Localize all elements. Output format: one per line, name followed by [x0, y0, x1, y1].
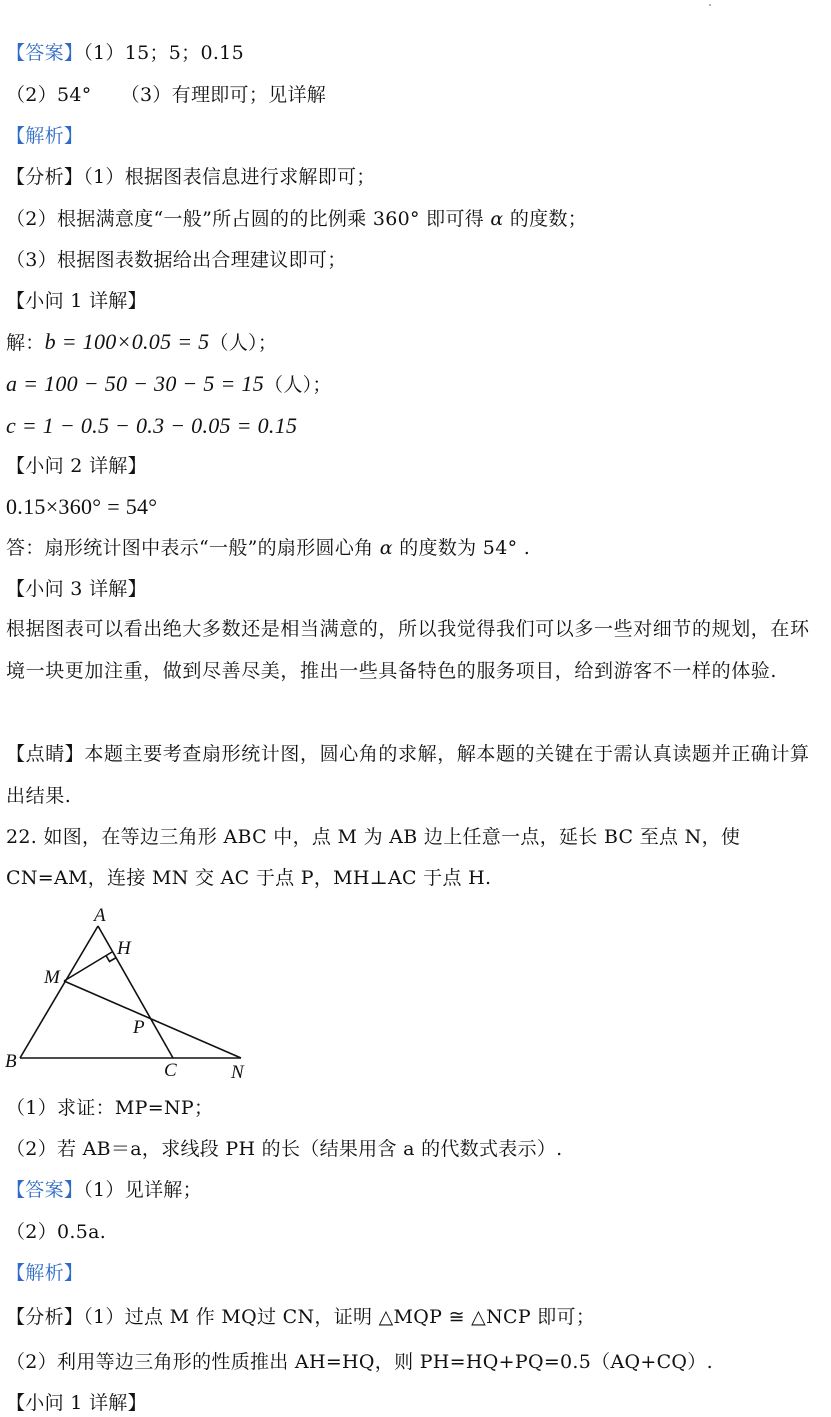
fenxi-22-line-1 [6, 1304, 595, 1330]
fenxi-text: （1）根据图表信息进行求解即可； [83, 166, 376, 188]
label-P: P [133, 1017, 145, 1038]
fenxi-tag: 【分析】 [6, 166, 84, 188]
fenxi-tag: 【分析】 [6, 1306, 84, 1328]
fenxi-line-3: （3）根据图表数据给出合理建议即可； [6, 249, 347, 271]
problem-22-stem-line-2: CN=AM，连接 MN 交 AC 于点 P，MH⊥AC 于点 H. [6, 867, 492, 889]
answer-line-2: （2）54° （3）有理即可；见详解 [6, 84, 327, 106]
unit-text: （人）； [209, 332, 278, 354]
solution-prefix: 解： [6, 332, 45, 354]
subquestion-2-heading: 【小问 2 详解】 [6, 455, 147, 477]
triangle-figure [0, 898, 270, 1088]
label-H: H [117, 938, 131, 959]
answer-22-line-2: （2）0.5a. [6, 1221, 107, 1243]
subquestion-1-heading: 【小问 1 详解】 [6, 290, 147, 312]
fenxi-line-2 [6, 206, 587, 232]
answer-tag: 【答案】 [6, 42, 84, 64]
answer-tag: 【答案】 [6, 1179, 84, 1201]
answer-text: （1）见详解； [83, 1179, 202, 1201]
equation-c: c = 1 − 0.5 − 0.3 − 0.05 = 0.15 [6, 413, 298, 438]
answer-angle-line [6, 535, 530, 561]
analysis-22-heading: 【解析】 [6, 1262, 84, 1284]
label-N: N [231, 1062, 244, 1083]
fenxi-text: （2）根据满意度“一般”所占圆的的比例乘 360° 即可得 [6, 208, 491, 230]
solution-line-a [6, 371, 332, 398]
solution-line-c [6, 413, 297, 440]
equation-a: a = 100 − 50 − 30 − 5 = 15 [6, 371, 265, 396]
segment-AC [98, 926, 173, 1058]
problem-22-stem-line-1: 22. 如图，在等边三角形 ABC 中，点 M 为 AB 边上任意一点，延长 BC 至点 N，使 [6, 826, 741, 848]
subquestion-3-heading: 【小问 3 详解】 [6, 578, 147, 600]
answer-text: （1）15；5；0.15 [83, 42, 244, 64]
equation-angle: 0.15×360° = 54° [6, 494, 158, 519]
fenxi-22-line-2: （2）利用等边三角形的性质推出 AH=HQ，则 PH=HQ+PQ=0.5（AQ+CQ）. [6, 1351, 713, 1373]
label-A: A [94, 905, 106, 926]
problem-22-part-2: （2）若 AB＝a，求线段 PH 的长（结果用含 a 的代数式表示）. [6, 1138, 563, 1160]
right-angle-mark [106, 956, 116, 962]
answer-22-line-1 [6, 1177, 202, 1203]
equation-b: b = 100×0.05 = 5 [44, 329, 210, 354]
alpha-symbol: α [379, 537, 393, 559]
answer-text: 的度数为 54° . [392, 537, 531, 559]
fenxi-text: 的度数； [503, 208, 588, 230]
solution-line-angle [6, 494, 157, 521]
problem-22-part-1: （1）求证：MP=NP； [6, 1097, 214, 1119]
answer-text: 答：扇形统计图中表示“一般”的扇形圆心角 [6, 537, 380, 559]
segment-AB [20, 926, 98, 1058]
segment-MN [64, 981, 241, 1058]
label-B: B [5, 1051, 17, 1072]
solution-line-b [6, 329, 277, 356]
answer-line-1 [6, 40, 244, 66]
segment-MH [64, 952, 112, 981]
alpha-symbol: α [490, 208, 504, 230]
label-C: C [164, 1060, 177, 1081]
fenxi-line-1 [6, 164, 376, 190]
scan-speck [709, 4, 711, 6]
label-M: M [44, 967, 60, 988]
fenxi-text: （1）过点 M 作 MQ过 CN，证明 △MQP ≅ △NCP 即可； [83, 1306, 596, 1328]
subquestion-22-1-heading: 【小问 1 详解】 [6, 1392, 147, 1414]
unit-text: （人）； [264, 374, 332, 396]
suggestion-paragraph: 根据图表可以看出绝大多数还是相当满意的，所以我觉得我们可以多一些对细节的规划，在环境一块更加注重，做到尽善尽美，推出一些具备特色的服务项目，给到游客不一样的体验. [6, 618, 810, 682]
analysis-heading: 【解析】 [6, 125, 84, 147]
dianjing-paragraph: 【点睛】本题主要考查扇形统计图，圆心角的求解，解本题的关键在于需认真读题并正确计算出结果. [6, 743, 810, 807]
